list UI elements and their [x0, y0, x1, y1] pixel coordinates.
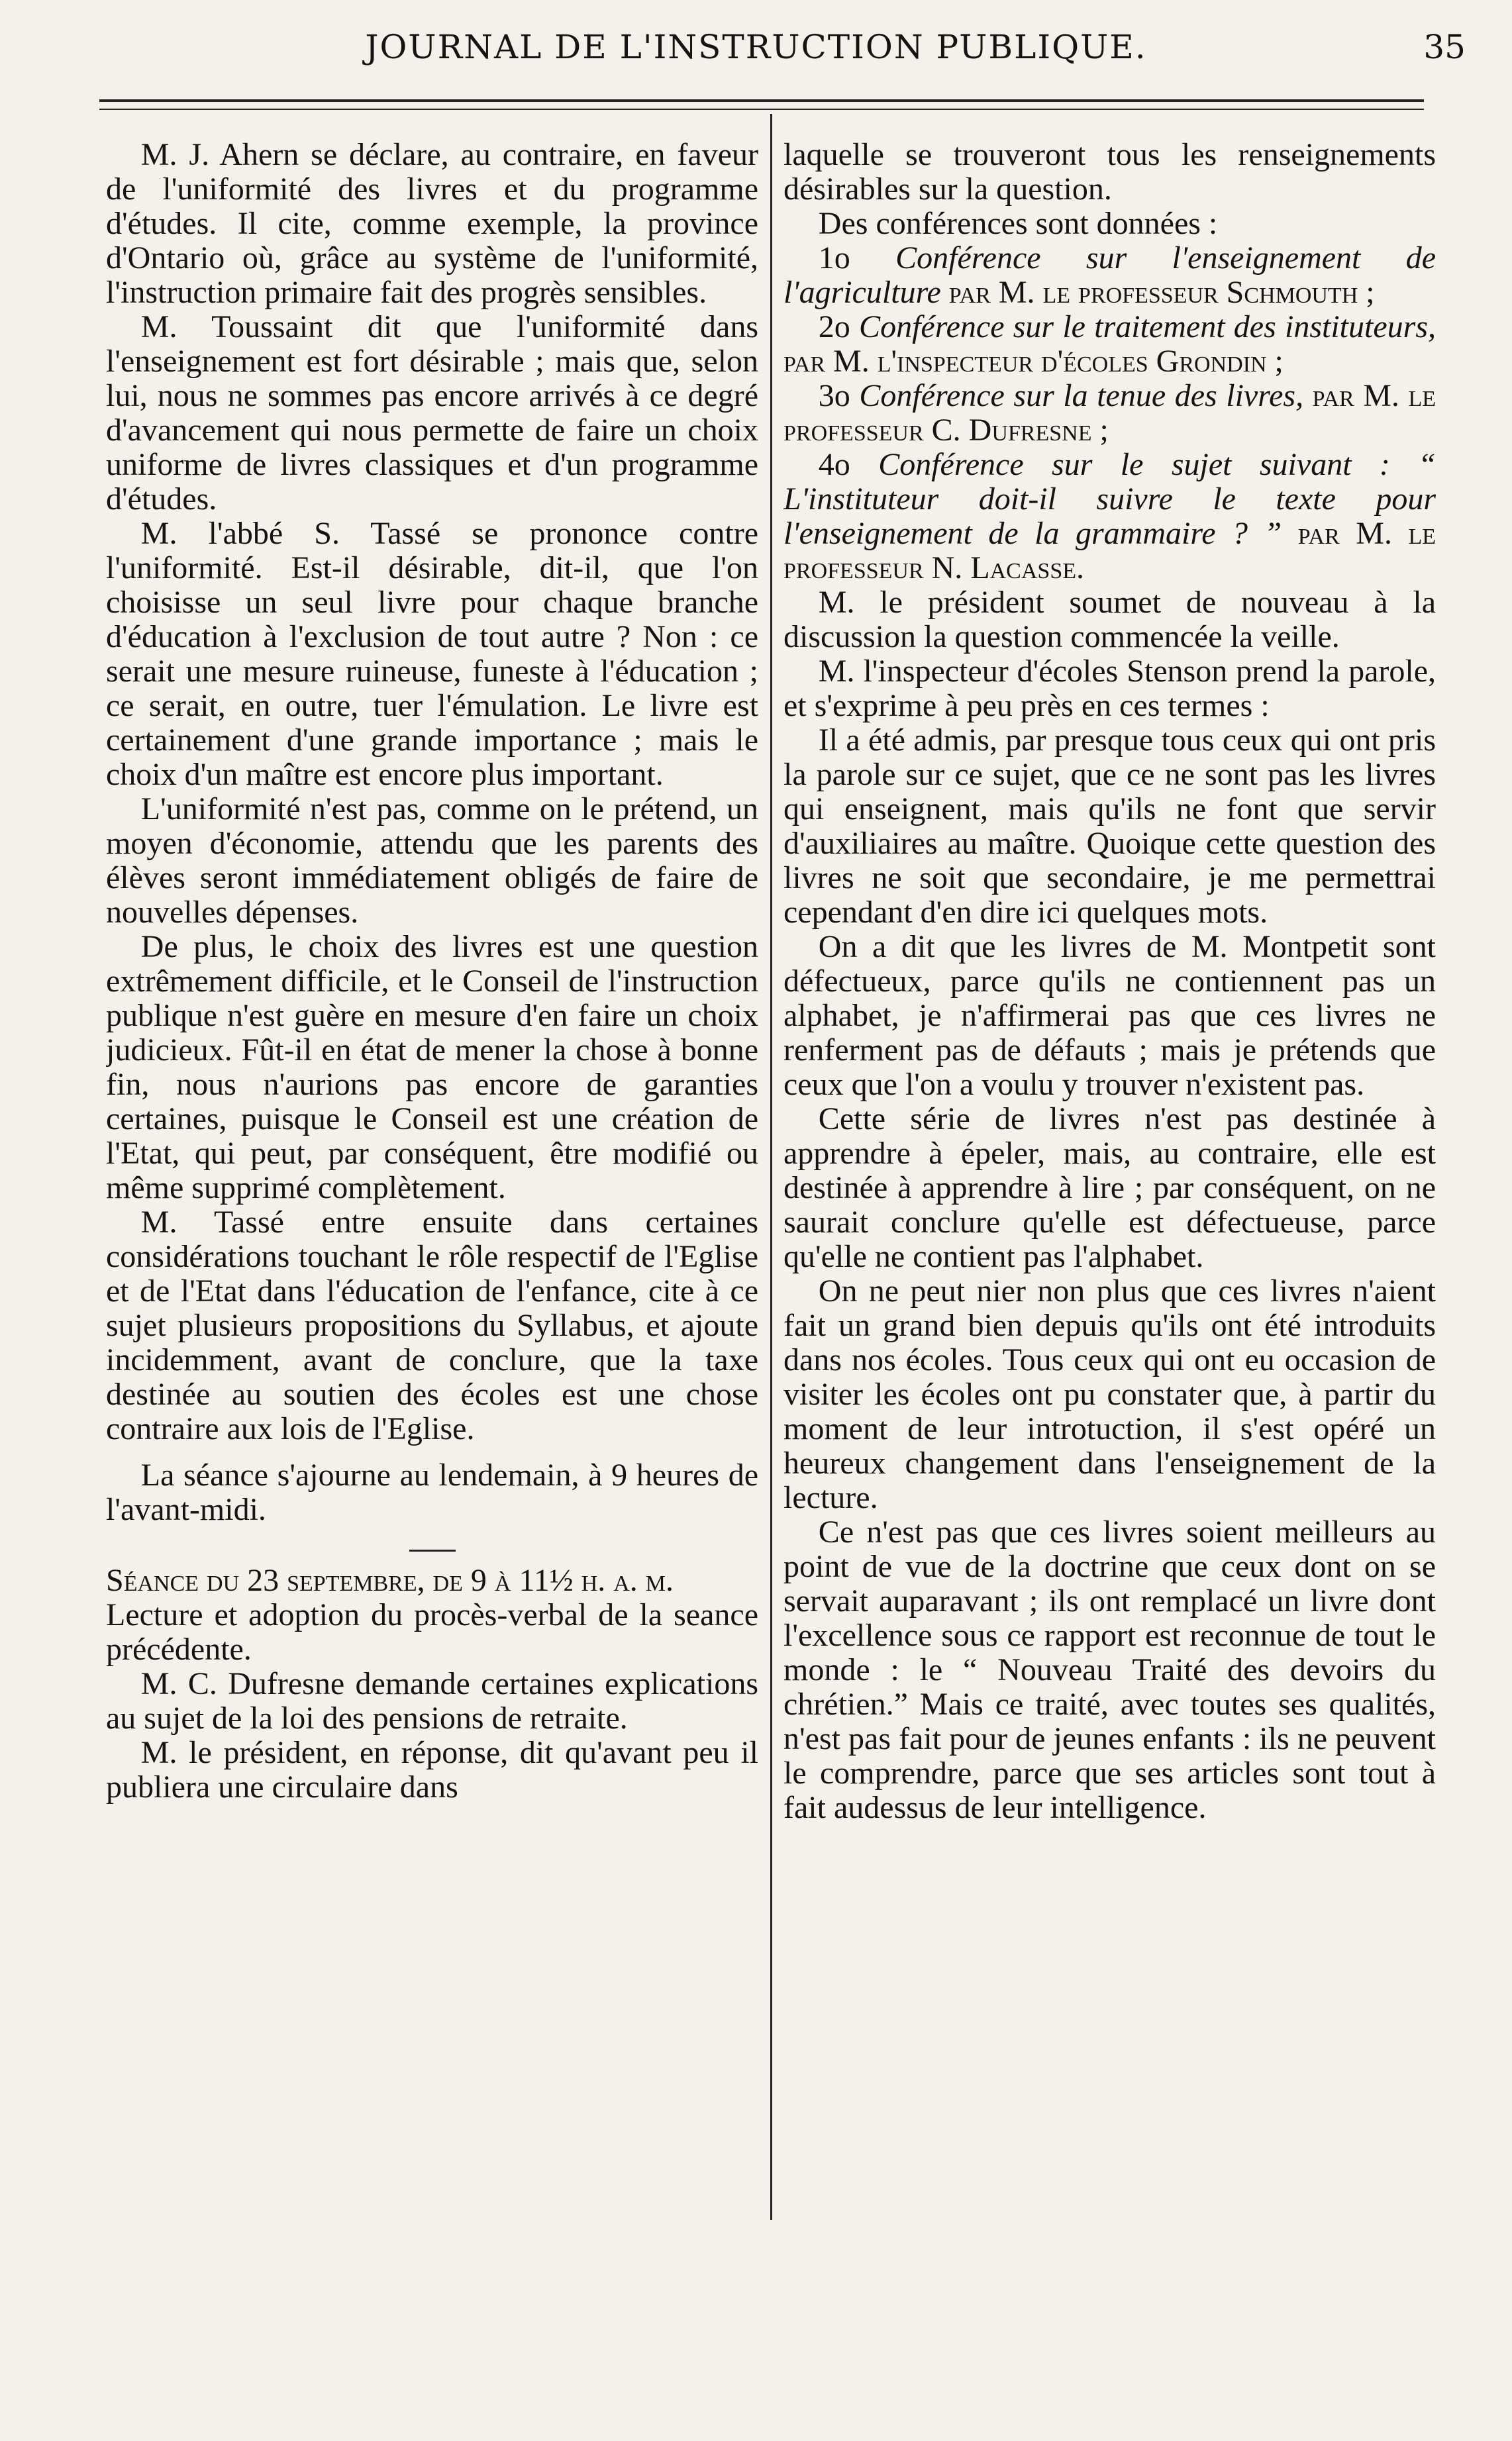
paragraph: La séance s'ajourne au lendemain, à 9 heures de l'avant-midi.	[106, 1458, 758, 1527]
conference-number: 1o	[818, 240, 850, 275]
conference-title: Conférence sur l'enseignement de l'agriculture	[783, 240, 1436, 310]
paragraph: L'uniformité n'est pas, comme on le prétend, un moyen d'économie, attendu que les parents des élèves seront immédiatement obligés de faire de nouvelles dépenses.	[106, 791, 758, 930]
paragraph: Il a été admis, par presque tous ceux qui ont pris la parole sur ce sujet, que ce ne sont pas les livres qui enseignent, mais qu'ils ne font que servir d'auxiliaires au maître. Quoique cette question des livres ne soit que secondaire, je me permettrai cependant d'en dire ici quelques mots.	[783, 722, 1436, 930]
conference-number: 2o	[818, 309, 850, 344]
conference-speaker: par M. le professeur Schmouth ;	[948, 275, 1375, 310]
section-separator	[409, 1550, 456, 1552]
conference-title: Conférence sur le traitement des instituteurs,	[859, 309, 1436, 344]
paragraph: M. C. Dufresne demande certaines explications au sujet de la loi des pensions de retraite.	[106, 1666, 758, 1736]
conference-item	[783, 310, 1436, 379]
paragraph: Lecture et adoption du procès-verbal de la seance précédente.	[106, 1597, 758, 1667]
paragraph: Cette série de livres n'est pas destinée à apprendre à épeler, mais, au contraire, elle est destinée à apprendre à lire ; par conséquent, on ne saurait conclure qu'elle est défectueuse, parce qu'elle ne contient pas l'alphabet.	[783, 1101, 1436, 1274]
conference-title: Conférence sur la tenue des livres,	[859, 378, 1304, 413]
conference-title: Conférence sur le sujet suivant : “ L'instituteur doit-il suivre le texte pour l'enseignement de la grammaire ? ”	[783, 447, 1436, 551]
column-divider	[770, 114, 772, 2220]
conference-speaker: par M. le professeur N. Lacasse.	[783, 516, 1436, 585]
left-column	[106, 138, 758, 2244]
paragraph: Ce n'est pas que ces livres soient meilleurs au point de vue de la doctrine que ceux dont on se servait auparavant ; ils ont remplacé un livre dont l'excellence sous ce rapport est reconnue de tout le monde : le “ Nouveau Traité des devoirs du chrétien.” Mais ce traité, avec toutes ses qualités, n'est pas fait pour de jeunes enfants : ils ne peuvent le comprendre, parce que ses articles sont tout à fait audessus de leur intelligence.	[783, 1515, 1436, 1825]
conference-speaker: par M. le professeur C. Dufresne ;	[783, 378, 1436, 448]
paragraph: De plus, le choix des livres est une question extrêmement difficile, et le Conseil de l'instruction publique n'est guère en mesure d'en faire un choix judicieux. Fût-il en état de mener la chose à bonne fin, nous n'aurions pas encore de garanties certaines, puisque le Conseil est une création de l'Etat, qui peut, par conséquent, être modifié ou même supprimé complètement.	[106, 929, 758, 1205]
conference-item	[783, 241, 1436, 310]
right-column	[783, 138, 1436, 2244]
paragraph: On ne peut nier non plus que ces livres n'aient fait un grand bien depuis qu'ils ont été introduits dans nos écoles. Tous ceux qui ont eu occasion de visiter les écoles ont pu constater que, à partir du moment de leur introtuction, il s'est opéré un heureux changement dans l'enseignement de la lecture.	[783, 1273, 1436, 1515]
session-heading: Séance du 23 septembre, de 9 à 11½ h. a. m.	[106, 1563, 674, 1598]
conference-number: 4o	[818, 447, 850, 482]
paragraph: M. l'inspecteur d'écoles Stenson prend la parole, et s'exprime à peu près en ces termes :	[783, 654, 1436, 723]
page-number: 35	[1423, 28, 1466, 66]
paragraph: M. le président soumet de nouveau à la discussion la question commencée la veille.	[783, 585, 1436, 654]
conference-item	[783, 448, 1436, 585]
header-rule-thin	[99, 109, 1424, 110]
paragraph: laquelle se trouveront tous les renseignements désirables sur la question.	[783, 138, 1436, 207]
paragraph: M. le président, en réponse, dit qu'avant peu il publiera une circulaire dans	[106, 1735, 758, 1805]
paragraph: On a dit que les livres de M. Montpetit sont défectueux, parce qu'ils ne contiennent pas un alphabet, je n'affirmerai pas que ces livres ne renferment pas de défauts ; mais je prétends que ceux que l'on a voulu y trouver n'existent pas.	[783, 929, 1436, 1102]
header-rule-thick	[99, 99, 1424, 102]
conference-speaker: par M. l'inspecteur d'écoles Grondin ;	[783, 344, 1284, 379]
paragraph: M. l'abbé S. Tassé se prononce contre l'uniformité. Est-il désirable, dit-il, que l'on choisisse un seul livre pour chaque branche d'éducation à l'exclusion de tout autre ? Non : ce serait une mesure ruineuse, funeste à l'éducation ; ce serait, en outre, tuer l'émulation. Le livre est certainement d'une grande importance ; mais le choix d'un maître est encore plus important.	[106, 516, 758, 792]
paragraph: Des conférences sont données :	[818, 206, 1218, 241]
conference-item	[783, 379, 1436, 448]
paragraph: M. Toussaint dit que l'uniformité dans l'enseignement est fort désirable ; mais que, selon lui, nous ne sommes pas encore arrivés à ce degré d'avancement qui nous permette de faire un choix uniforme de livres classiques et d'un programme d'études.	[106, 309, 758, 517]
conference-number: 3o	[818, 378, 850, 413]
paragraph: M. J. Ahern se déclare, au contraire, en faveur de l'uniformité des livres et du programme d'études. Il cite, comme exemple, la province d'Ontario où, grâce au système de l'uniformité, l'instruction primaire fait des progrès sensibles.	[106, 138, 758, 310]
paragraph: M. Tassé entre ensuite dans certaines considérations touchant le rôle respectif de l'Eglise et de l'Etat dans l'éducation de l'enfance, cite à ce sujet plusieurs propositions du Syllabus, et ajoute incidemment, avant de conclure, que la taxe destinée au soutien des écoles est une chose contraire aux lois de l'Eglise.	[106, 1205, 758, 1446]
page-header-title: JOURNAL DE L'INSTRUCTION PUBLIQUE.	[365, 28, 1147, 66]
